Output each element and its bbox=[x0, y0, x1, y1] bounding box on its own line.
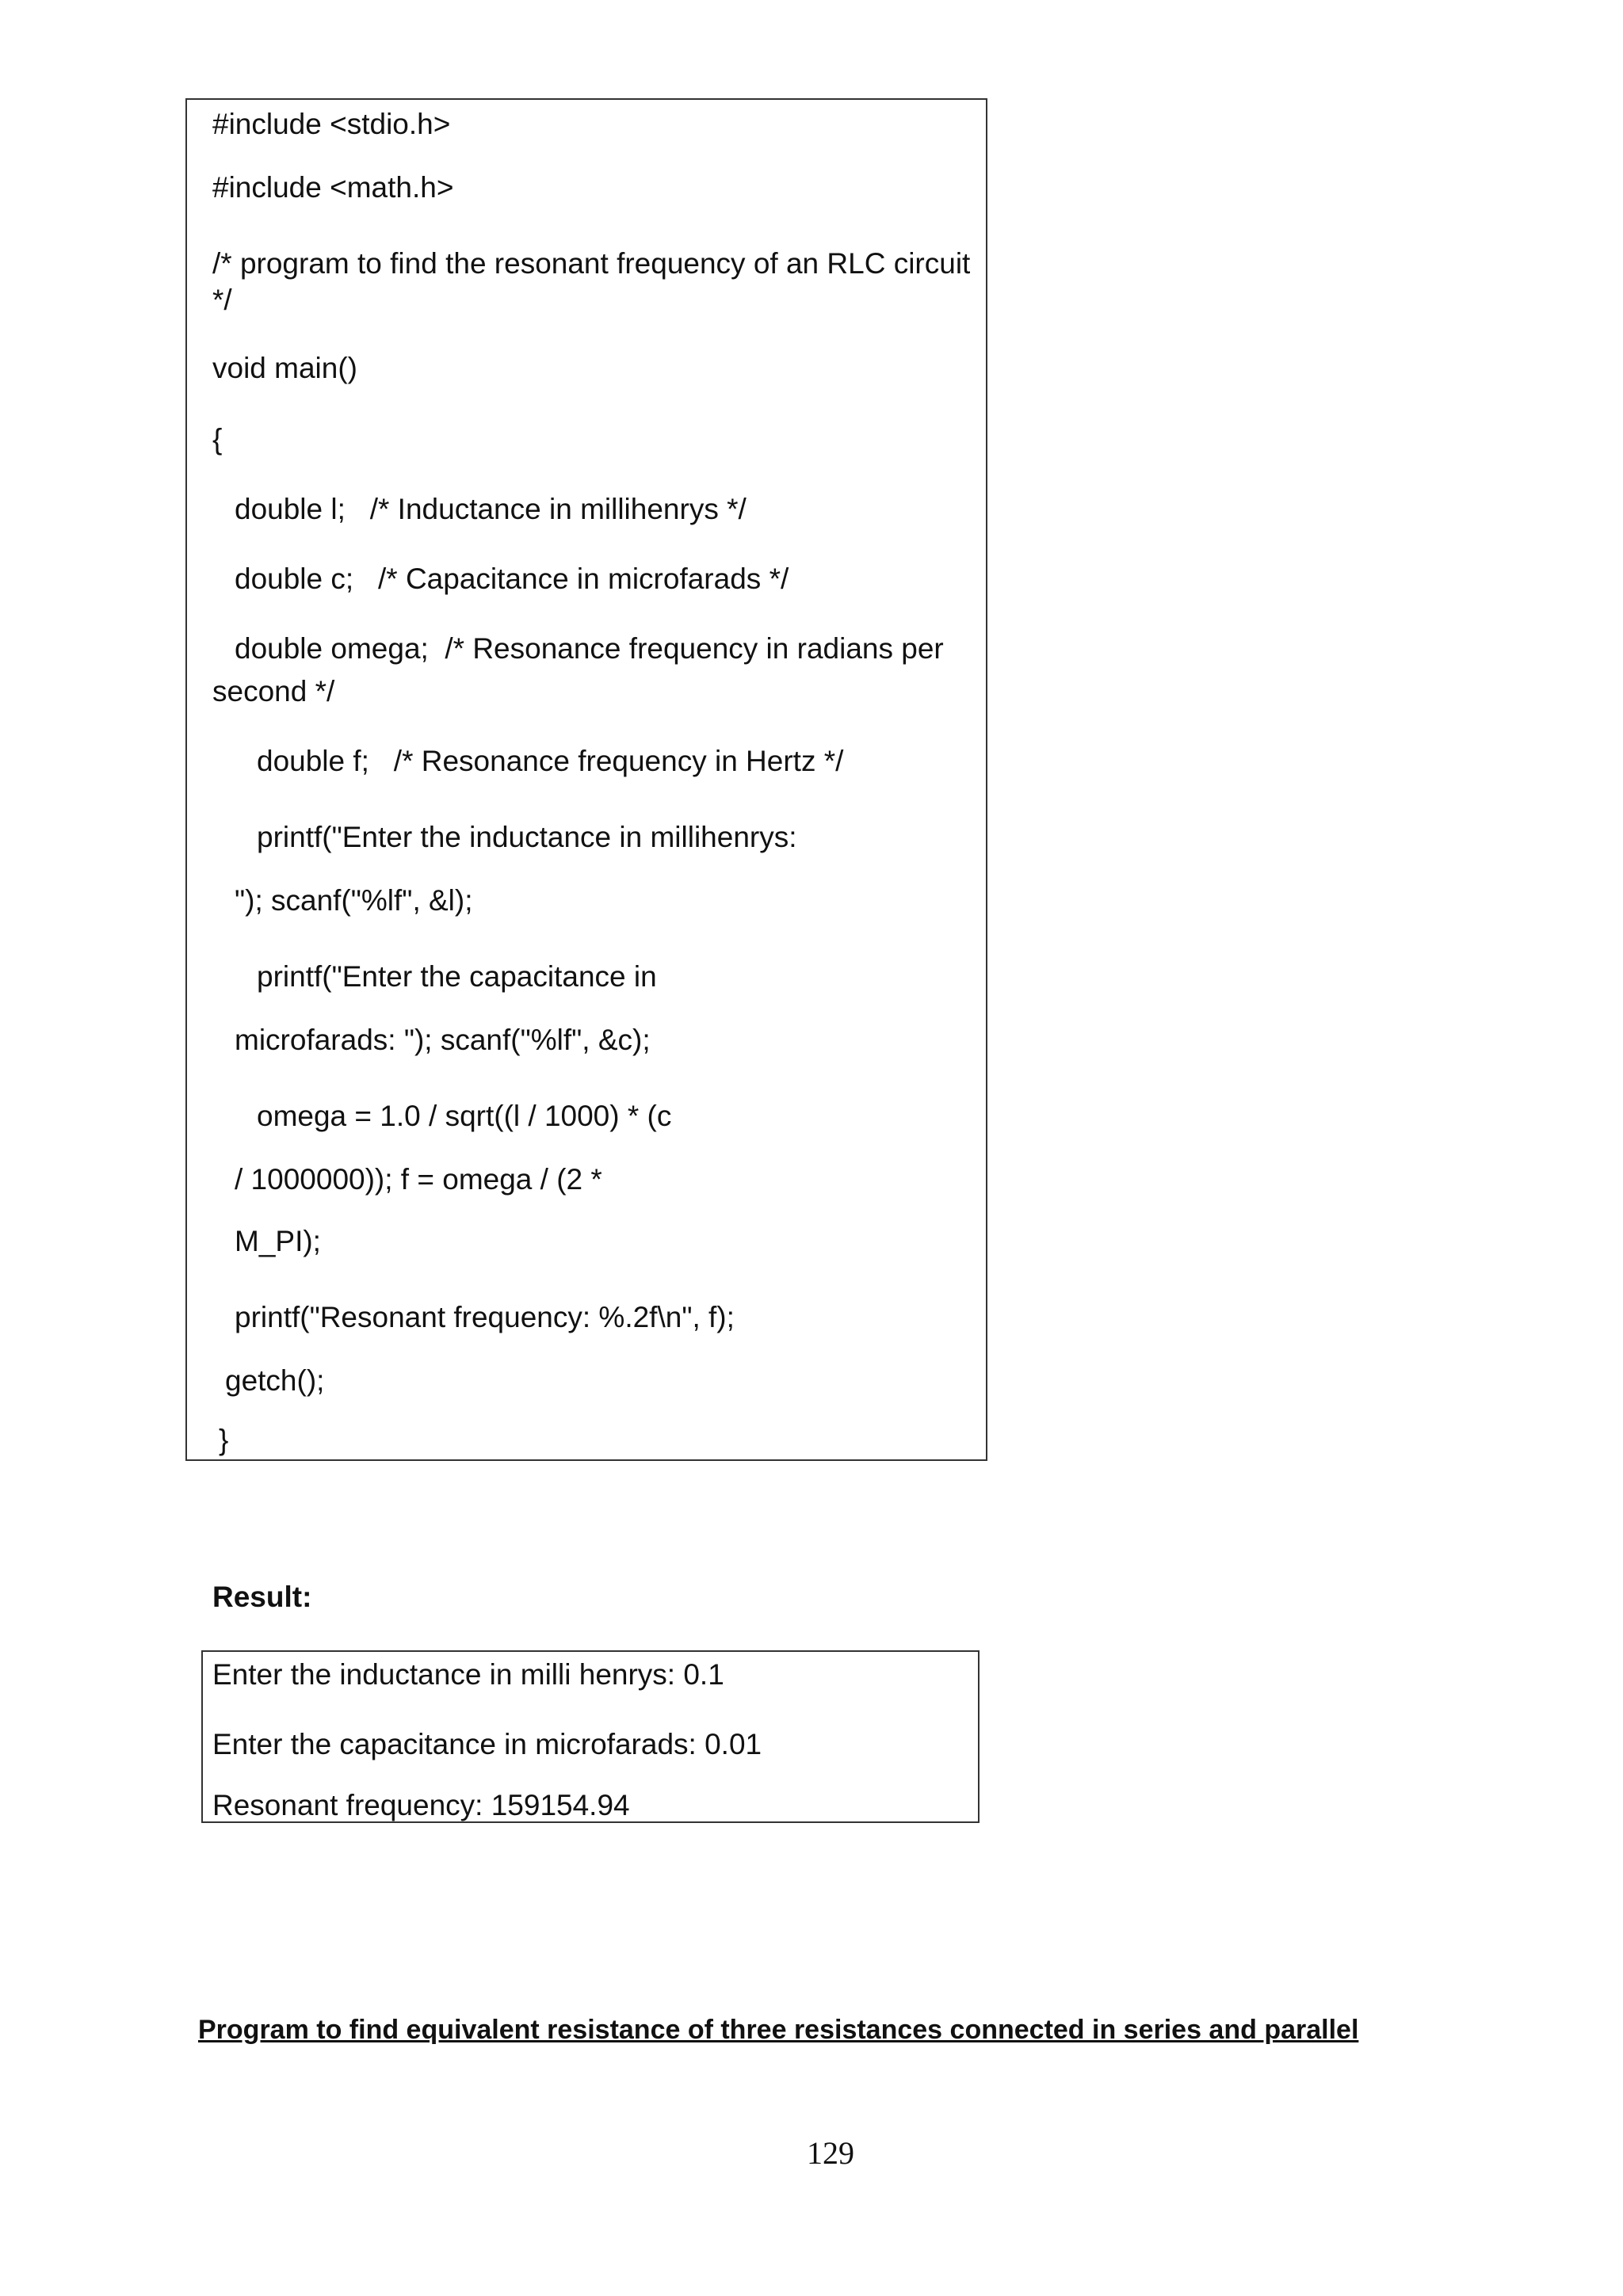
code-line: "); scanf("%lf", &l); bbox=[235, 884, 473, 917]
code-line: double omega; /* Resonance frequency in radians per bbox=[235, 632, 944, 665]
code-line: double f; /* Resonance frequency in Hertz */ bbox=[257, 745, 844, 777]
code-line: #include <stdio.h> bbox=[212, 108, 451, 140]
code-line: printf("Enter the capacitance in bbox=[257, 960, 657, 993]
result-line: Enter the inductance in milli henrys: 0.1 bbox=[212, 1658, 724, 1691]
code-line: printf("Enter the inductance in millihenrys: bbox=[257, 821, 797, 853]
code-line: second */ bbox=[212, 675, 335, 707]
code-line: */ bbox=[212, 284, 232, 316]
code-line: double l; /* Inductance in millihenrys */ bbox=[235, 493, 747, 525]
code-line: { bbox=[212, 423, 223, 456]
code-line: microfarads: "); scanf("%lf", &c); bbox=[235, 1024, 651, 1056]
code-line: / 1000000)); f = omega / (2 * bbox=[235, 1163, 602, 1196]
result-line: Enter the capacitance in microfarads: 0.01 bbox=[212, 1728, 762, 1760]
next-section-title: Program to find equivalent resistance of three resistances connected in series and parallel bbox=[198, 2015, 1359, 2045]
code-line: } bbox=[219, 1424, 229, 1456]
code-line: getch(); bbox=[225, 1364, 325, 1397]
code-line: printf("Resonant frequency: %.2f\n", f); bbox=[235, 1301, 735, 1333]
page-number: 129 bbox=[807, 2135, 854, 2171]
code-line: M_PI); bbox=[235, 1225, 321, 1257]
code-line: void main() bbox=[212, 352, 357, 384]
result-output-box bbox=[201, 1650, 980, 1823]
code-listing-box bbox=[185, 98, 987, 1461]
result-line: Resonant frequency: 159154.94 bbox=[212, 1789, 630, 1821]
result-heading: Result: bbox=[212, 1581, 312, 1613]
code-line: #include <math.h> bbox=[212, 171, 454, 204]
code-line: double c; /* Capacitance in microfarads */ bbox=[235, 563, 789, 595]
code-line: /* program to find the resonant frequency of an RLC circuit bbox=[212, 247, 971, 280]
code-line: omega = 1.0 / sqrt((l / 1000) * (c bbox=[257, 1100, 672, 1132]
